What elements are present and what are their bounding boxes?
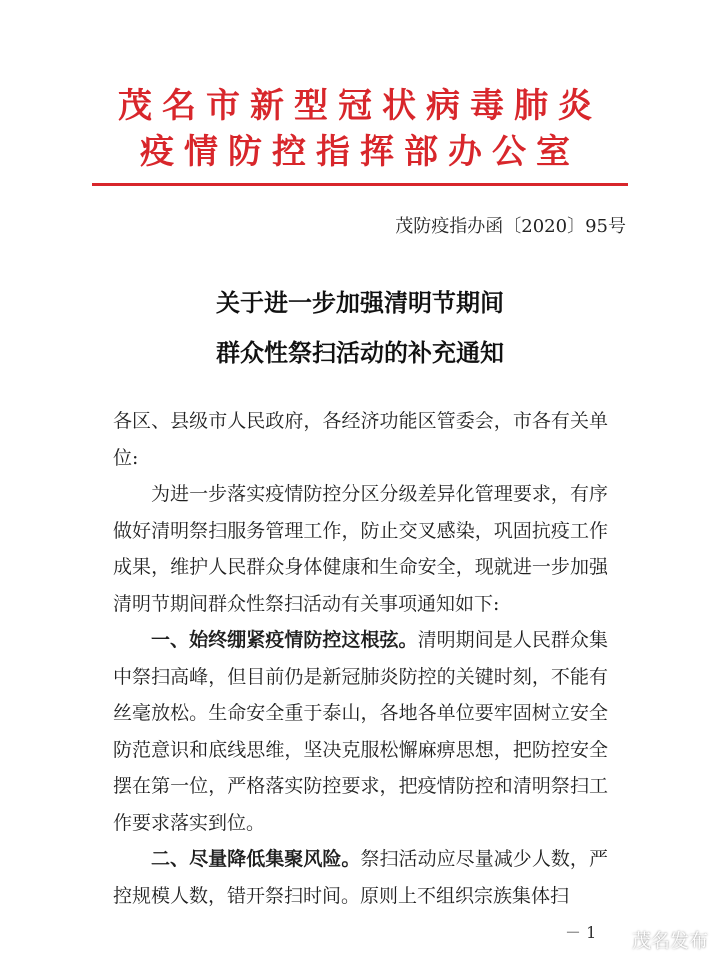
page-number: － 1	[565, 923, 597, 942]
notice-body	[113, 403, 608, 914]
section-1-heading: 一、始终绷紧疫情防控这根弦。	[151, 629, 418, 651]
notice-title-line1: 关于进一步加强清明节期间	[216, 288, 504, 317]
red-header-rule	[92, 183, 628, 186]
watermark-text: 茂名发布	[631, 930, 708, 952]
addressee: 各区、县级市人民政府，各经济功能区管委会，市各有关单位:	[113, 410, 608, 469]
publisher-watermark	[600, 926, 708, 953]
section-1-text: 清明期间是人民群众集中祭扫高峰，但目前仍是新冠肺炎防控的关键时刻，不能有丝毫放松。生命安全重于泰山，各地各单位要牢固树立安全防范意识和底线思维，坚决克服松懈麻痹思想，把防控安全摆在第一位，严格落实防控要求，把疫情防控和清明祭扫工作要求落实到位。	[113, 629, 608, 834]
section-2-heading: 二、尽量降低集聚风险。	[151, 848, 361, 870]
issuer-title-line1: 茂名市新型冠状病毒肺炎	[118, 86, 602, 126]
intro-paragraph: 为进一步落实疫情防控分区分级差异化管理要求，有序做好清明祭扫服务管理工作，防止交叉感染，巩固抗疫工作成果，维护人民群众身体健康和生命安全，现就进一步加强清明节期间群众性祭扫活动有关事项通知如下:	[113, 483, 608, 615]
section-2-paragraph	[113, 841, 608, 914]
section-1-paragraph	[113, 622, 608, 841]
section-2-text: 祭扫活动应尽量减少人数，严控规模人数，错开祭扫时间。原则上不组织宗族集体扫	[113, 848, 608, 907]
document-number: 茂防疫指办函〔2020〕95号	[395, 216, 626, 237]
issuer-title-line2: 疫情防控指挥部办公室	[140, 132, 580, 172]
notice-title-line2: 群众性祭扫活动的补充通知	[216, 338, 504, 367]
wechat-icon	[600, 929, 626, 951]
